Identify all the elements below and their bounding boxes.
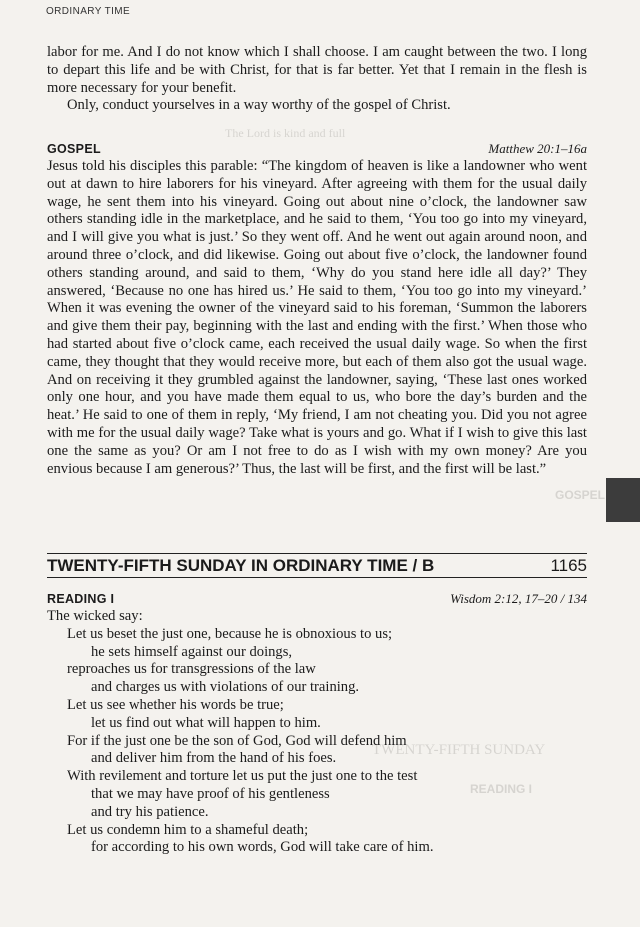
verse-line: Let us see whether his words be true; [67, 696, 284, 713]
gospel-heading [47, 140, 587, 158]
reading1-label: READING I [47, 592, 115, 606]
reading2-paragraph: labor for me. And I do not know which I shall choose. I am caught between the two. I long to depart this life and be with Christ, for that is far better. Yet that I remain in the flesh is more necessary for your benefit. [47, 44, 587, 96]
gospel-citation: Matthew 20:1–16a [488, 141, 587, 156]
bleed-through-text: READING I [470, 782, 533, 796]
bleed-through-text: TWENTY-FIFTH SUNDAY [372, 742, 546, 758]
reading1-heading [47, 590, 587, 608]
reading2-paragraph: Only, conduct yourselves in a way worthy of the gospel of Christ. [67, 97, 451, 114]
verse-line: With revilement and torture let us put the just one to the test [67, 768, 418, 785]
reading2-tail [47, 44, 587, 115]
verse-line: and charges us with violations of our training. [91, 679, 360, 696]
reading1-section [47, 590, 587, 857]
reading1-intro: The wicked say: [47, 608, 143, 624]
page-number: 1165 [550, 556, 587, 575]
verse-line: that we may have proof of his gentleness [91, 785, 330, 802]
reading1-citation: Wisdom 2:12, 17–20 / 134 [450, 591, 587, 606]
bleed-through-text: GOSPEL [555, 488, 606, 502]
gospel-text: Jesus told his disciples this parable: “The kingdom of heaven is like a landowner who went out at dawn to hire laborers for his vineyard. After agreeing with them for the usual daily wage, he sent them into his vineyard. Going out about nine o’clock, the landowner saw others standing idle in the marketplace, and he said to them, ‘You too go into my vineyard, and I will give you what is just.’ So they went off. And he went out again around noon, and around three o’clock, and did likewise. Going out about five o’clock, the landowner found others standing around, and said to them, ‘Why do you stand here idle all day?’ They answered, ‘Because no one has hired us.’ He said to them, ‘You too go into my vineyard.’ When it was evening the owner of the vineyard said to his foreman, ‘Summon the laborers and give them their pay, beginning with the last and ending with the first.’ When those who had started about five o’clock came, each received the usual daily wage. So when the first came, they thought that they would receive more, but each of them also got the usual wage. And on receiving it they grumbled against the landowner, saying, ‘These last ones worked only one hour, and you have made them equal to us, who bore the day’s burden and the heat.’ He said to one of them in reply, ‘My friend, I am not cheating you. Did you not agree with me for the usual daily wage? Take what is yours and go. What if I wish to give this last one the same as you? Or am I not free to do as I wish with my own money? Are you envious because I am generous?’ Thus, the last will be first, and the first will be last.” [47, 158, 587, 477]
verse-line: he sets himself against our doings, [91, 643, 293, 660]
gospel-label: GOSPEL [47, 142, 101, 156]
section-thumb-tab [606, 478, 640, 522]
bleed-through-text: The Lord is kind and full [225, 126, 346, 140]
verse-line: and try his patience. [91, 803, 209, 820]
verse-line: and deliver him from the hand of his foes. [91, 750, 337, 767]
verse-line: let us find out what will happen to him. [91, 714, 321, 731]
verse-line: Let us condemn him to a shameful death; [67, 821, 309, 838]
verse-line: For if the just one be the son of God, God will defend him [67, 732, 407, 749]
sunday-header [47, 553, 587, 578]
page-title-bar [47, 554, 587, 577]
sunday-title: TWENTY-FIFTH SUNDAY IN ORDINARY TIME / B [47, 556, 435, 575]
verse-line: reproaches us for transgressions of the law [67, 661, 316, 678]
verse-line: Let us beset the just one, because he is obnoxious to us; [67, 625, 393, 642]
verse-line: for according to his own words, God will take care of him. [91, 839, 434, 856]
title-rule-bottom [47, 577, 587, 578]
gospel-section [47, 140, 587, 478]
running-head: ORDINARY TIME [46, 6, 131, 17]
